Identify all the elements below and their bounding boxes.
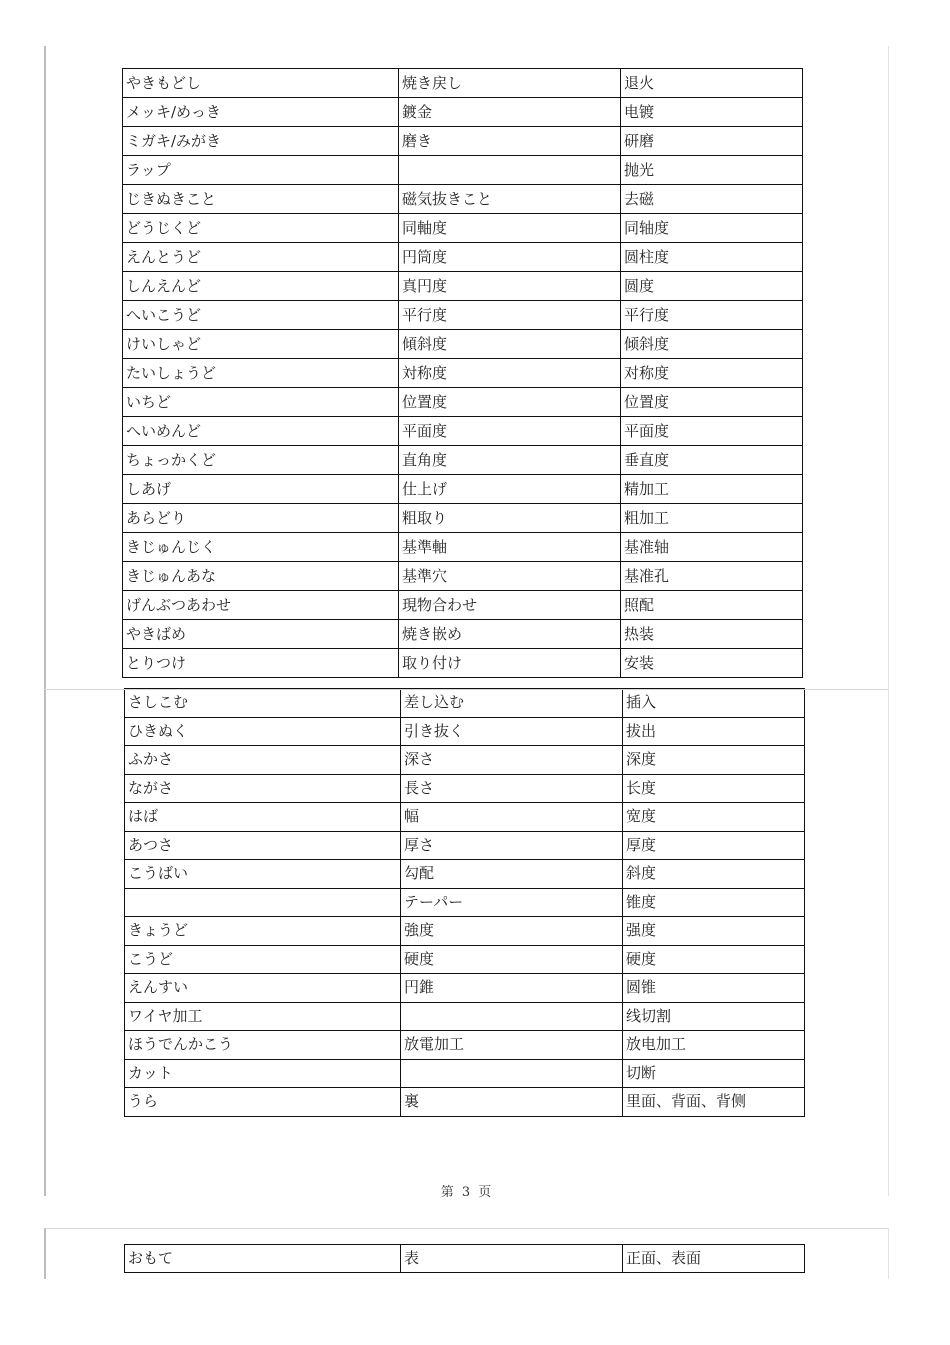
chinese-term-cell: 基准孔: [621, 562, 803, 591]
table-row: [125, 1002, 805, 1031]
japanese-term-cell: 傾斜度: [399, 330, 621, 359]
reading-cell: さしこむ: [125, 689, 401, 718]
reading-cell: えんとうど: [123, 243, 399, 272]
japanese-term-cell: 基準穴: [399, 562, 621, 591]
glossary-table-top: [122, 68, 803, 678]
chinese-term-cell: 精加工: [621, 475, 803, 504]
chinese-term-cell: 热装: [621, 620, 803, 649]
reading-cell: ワイヤ加工: [125, 1002, 401, 1031]
table-row: [123, 562, 803, 591]
table-row: [125, 746, 805, 775]
table-row: [123, 98, 803, 127]
chinese-term-cell: 正面、表面: [623, 1245, 805, 1273]
reading-cell: しんえんど: [123, 272, 399, 301]
chinese-term-cell: 对称度: [621, 359, 803, 388]
chinese-term-cell: 圆锥: [623, 974, 805, 1003]
chinese-term-cell: 放电加工: [623, 1031, 805, 1060]
table-row: [123, 185, 803, 214]
japanese-term-cell: 粗取り: [399, 504, 621, 533]
japanese-term-cell: 取り付け: [399, 649, 621, 678]
chinese-term-cell: 倾斜度: [621, 330, 803, 359]
table-row: [125, 689, 805, 718]
japanese-term-cell: 現物合わせ: [399, 591, 621, 620]
reading-cell: きじゅんじく: [123, 533, 399, 562]
table-row: [125, 945, 805, 974]
reading-cell: へいこうど: [123, 301, 399, 330]
chinese-term-cell: 垂直度: [621, 446, 803, 475]
japanese-term-cell: 磁気抜きこと: [399, 185, 621, 214]
reading-cell: きょうど: [125, 917, 401, 946]
chinese-term-cell: 里面、背面、背侧: [623, 1088, 805, 1117]
table-row: [123, 620, 803, 649]
reading-cell: あらどり: [123, 504, 399, 533]
reading-cell: ラップ: [123, 156, 399, 185]
reading-cell: けいしゃど: [123, 330, 399, 359]
japanese-term-cell: 同軸度: [399, 214, 621, 243]
table-row: [123, 301, 803, 330]
japanese-term-cell: [401, 1002, 623, 1031]
reading-cell: ほうでんかこう: [125, 1031, 401, 1060]
reading-cell: メッキ/めっき: [123, 98, 399, 127]
reading-cell: ひきぬく: [125, 717, 401, 746]
japanese-term-cell: 長さ: [401, 774, 623, 803]
japanese-term-cell: 磨き: [399, 127, 621, 156]
table-row: [123, 127, 803, 156]
chinese-term-cell: 电镀: [621, 98, 803, 127]
japanese-term-cell: 勾配: [401, 860, 623, 889]
reading-cell: へいめんど: [123, 417, 399, 446]
japanese-term-cell: [399, 156, 621, 185]
table-row: [123, 446, 803, 475]
table-row: [125, 1031, 805, 1060]
table-row: [125, 860, 805, 889]
table-row: [125, 1059, 805, 1088]
japanese-term-cell: 円筒度: [399, 243, 621, 272]
table-row: [125, 1088, 805, 1117]
chinese-term-cell: 强度: [623, 917, 805, 946]
chinese-term-cell: 深度: [623, 746, 805, 775]
japanese-term-cell: 仕上げ: [399, 475, 621, 504]
chinese-term-cell: 长度: [623, 774, 805, 803]
table-row: [123, 272, 803, 301]
reading-cell: おもて: [125, 1245, 401, 1273]
japanese-term-cell: 幅: [401, 803, 623, 832]
japanese-term-cell: 焼き戻し: [399, 69, 621, 98]
chinese-term-cell: 宽度: [623, 803, 805, 832]
page-split-divider: [44, 689, 888, 690]
reading-cell: げんぶつあわせ: [123, 591, 399, 620]
chinese-term-cell: 照配: [621, 591, 803, 620]
reading-cell: いちど: [123, 388, 399, 417]
japanese-term-cell: 硬度: [401, 945, 623, 974]
japanese-term-cell: 表: [401, 1245, 623, 1273]
chinese-term-cell: 厚度: [623, 831, 805, 860]
reading-cell: じきぬきこと: [123, 185, 399, 214]
reading-cell: うら: [125, 1088, 401, 1117]
chinese-term-cell: 拔出: [623, 717, 805, 746]
reading-cell: ながさ: [125, 774, 401, 803]
japanese-term-cell: 円錐: [401, 974, 623, 1003]
table-row: [123, 156, 803, 185]
table-row: [123, 388, 803, 417]
reading-cell: きじゅんあな: [123, 562, 399, 591]
chinese-term-cell: 圆柱度: [621, 243, 803, 272]
reading-cell: [125, 888, 401, 917]
japanese-term-cell: 差し込む: [401, 689, 623, 718]
chinese-term-cell: 线切割: [623, 1002, 805, 1031]
chinese-term-cell: 斜度: [623, 860, 805, 889]
chinese-term-cell: 退火: [621, 69, 803, 98]
chinese-term-cell: 基准轴: [621, 533, 803, 562]
table-row: [125, 1245, 805, 1273]
reading-cell: こうど: [125, 945, 401, 974]
document-page-3: [44, 46, 889, 1200]
chinese-term-cell: 位置度: [621, 388, 803, 417]
japanese-term-cell: テーパー: [401, 888, 623, 917]
reading-cell: やきもどし: [123, 69, 399, 98]
chinese-term-cell: 抛光: [621, 156, 803, 185]
reading-cell: はば: [125, 803, 401, 832]
chinese-term-cell: 平行度: [621, 301, 803, 330]
reading-cell: カット: [125, 1059, 401, 1088]
table-row: [123, 649, 803, 678]
table-row: [123, 504, 803, 533]
japanese-term-cell: [401, 1059, 623, 1088]
japanese-term-cell: 引き抜く: [401, 717, 623, 746]
reading-cell: あつさ: [125, 831, 401, 860]
chinese-term-cell: 硬度: [623, 945, 805, 974]
reading-cell: こうばい: [125, 860, 401, 889]
glossary-table-page4: [124, 1244, 805, 1273]
chinese-term-cell: 安装: [621, 649, 803, 678]
japanese-term-cell: 直角度: [399, 446, 621, 475]
table-row: [125, 803, 805, 832]
reading-cell: ふかさ: [125, 746, 401, 775]
chinese-term-cell: 切断: [623, 1059, 805, 1088]
table-row: [125, 888, 805, 917]
reading-cell: やきばめ: [123, 620, 399, 649]
reading-cell: とりつけ: [123, 649, 399, 678]
table-row: [125, 831, 805, 860]
chinese-term-cell: 锥度: [623, 888, 805, 917]
table-row: [123, 330, 803, 359]
table-row: [123, 417, 803, 446]
japanese-term-cell: 位置度: [399, 388, 621, 417]
document-page-4: [44, 1228, 889, 1279]
japanese-term-cell: 放電加工: [401, 1031, 623, 1060]
table-row: [123, 69, 803, 98]
japanese-term-cell: 平面度: [399, 417, 621, 446]
chinese-term-cell: 研磨: [621, 127, 803, 156]
reading-cell: ちょっかくど: [123, 446, 399, 475]
japanese-term-cell: 平行度: [399, 301, 621, 330]
page-number-footer: 第 3 页: [440, 1185, 494, 1200]
reading-cell: しあげ: [123, 475, 399, 504]
table-row: [123, 243, 803, 272]
reading-cell: ミガキ/みがき: [123, 127, 399, 156]
table-row: [125, 974, 805, 1003]
reading-cell: たいしょうど: [123, 359, 399, 388]
japanese-term-cell: 真円度: [399, 272, 621, 301]
japanese-term-cell: 厚さ: [401, 831, 623, 860]
chinese-term-cell: 平面度: [621, 417, 803, 446]
table-row: [123, 533, 803, 562]
japanese-term-cell: 焼き嵌め: [399, 620, 621, 649]
japanese-term-cell: 対称度: [399, 359, 621, 388]
chinese-term-cell: 粗加工: [621, 504, 803, 533]
chinese-term-cell: 圆度: [621, 272, 803, 301]
japanese-term-cell: 裏: [401, 1088, 623, 1117]
reading-cell: えんすい: [125, 974, 401, 1003]
table-row: [125, 717, 805, 746]
chinese-term-cell: 插入: [623, 689, 805, 718]
chinese-term-cell: 同轴度: [621, 214, 803, 243]
glossary-table-bottom: [124, 688, 805, 1117]
chinese-term-cell: 去磁: [621, 185, 803, 214]
japanese-term-cell: 鍍金: [399, 98, 621, 127]
table-row: [125, 917, 805, 946]
table-row: [123, 214, 803, 243]
japanese-term-cell: 強度: [401, 917, 623, 946]
table-row: [123, 475, 803, 504]
table-row: [123, 359, 803, 388]
japanese-term-cell: 深さ: [401, 746, 623, 775]
reading-cell: どうじくど: [123, 214, 399, 243]
japanese-term-cell: 基準軸: [399, 533, 621, 562]
table-row: [123, 591, 803, 620]
table-row: [125, 774, 805, 803]
